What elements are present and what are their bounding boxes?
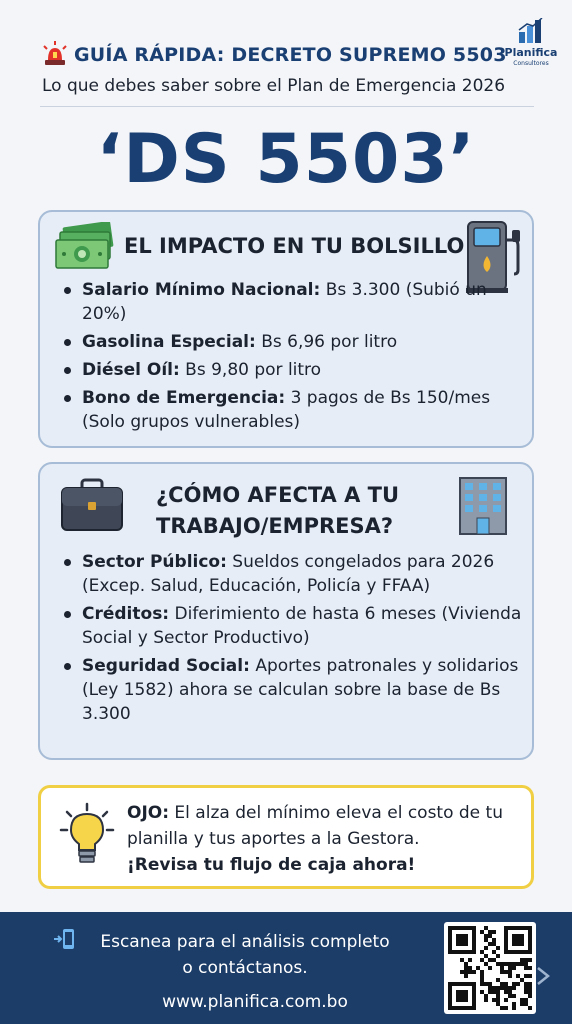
work-card	[38, 462, 534, 760]
list-item: Salario Mínimo Nacional: Bs 3.300 (Subió un 20%)	[60, 278, 530, 326]
impact-list	[60, 278, 530, 438]
logo-name: Planifica	[504, 46, 558, 59]
hero-title: ‘DS 5503’	[96, 120, 476, 199]
briefcase-icon	[60, 478, 124, 534]
siren-icon	[40, 40, 70, 68]
footer	[0, 912, 572, 1024]
list-item: Gasolina Especial: Bs 6,96 por litro	[60, 330, 530, 354]
office-building-icon	[456, 474, 510, 536]
chevron-right-icon	[536, 966, 550, 986]
cta-line-1: Escanea para el análisis completo	[100, 932, 390, 952]
work-list	[60, 550, 530, 730]
cta-line-2: o contáctanos.	[182, 958, 308, 978]
list-item: Créditos: Diferimiento de hasta 6 meses (Vivienda Social y Sector Productivo)	[60, 602, 530, 650]
qr-code[interactable]	[444, 922, 536, 1014]
list-item: Diésel Oíl: Bs 9,80 por litro	[60, 358, 530, 382]
list-item: Bono de Emergencia: 3 pagos de Bs 150/mes (Solo grupos vulnerables)	[60, 386, 530, 434]
guide-title: GUÍA RÁPIDA: DECRETO SUPREMO 5503	[74, 44, 507, 66]
list-item: Sector Público: Sueldos congelados para 2026 (Excep. Salud, Educación, Policía y FFAA)	[60, 550, 530, 598]
cta-text	[60, 929, 430, 981]
impact-card	[38, 210, 534, 448]
warning-text: OJO: El alza del mínimo eleva el costo de tu planilla y tus aportes a la Gestora. ¡Revisa tu flujo de caja ahora!	[127, 803, 503, 875]
warning-emphasis: ¡Revisa tu flujo de caja ahora!	[127, 855, 416, 875]
header	[0, 0, 572, 110]
list-item: Seguridad Social: Aportes patronales y solidarios (Ley 1582) ahora se calculan sobre la base de Bs 3.300	[60, 654, 530, 726]
logo-tagline: Consultores	[513, 60, 549, 67]
guide-subtitle: Lo que debes saber sobre el Plan de Emergencia 2026	[42, 76, 506, 96]
money-icon	[54, 222, 116, 270]
planifica-logo[interactable]	[496, 18, 566, 74]
warning-box	[38, 785, 534, 889]
lightbulb-icon	[59, 802, 115, 868]
header-divider	[40, 106, 534, 107]
impact-title: EL IMPACTO EN TU BOLSILLO	[124, 234, 465, 258]
work-title: ¿CÓMO AFECTA A TU TRABAJO/EMPRESA?	[156, 483, 400, 538]
website-link[interactable]: www.planifica.com.bo	[162, 992, 348, 1012]
